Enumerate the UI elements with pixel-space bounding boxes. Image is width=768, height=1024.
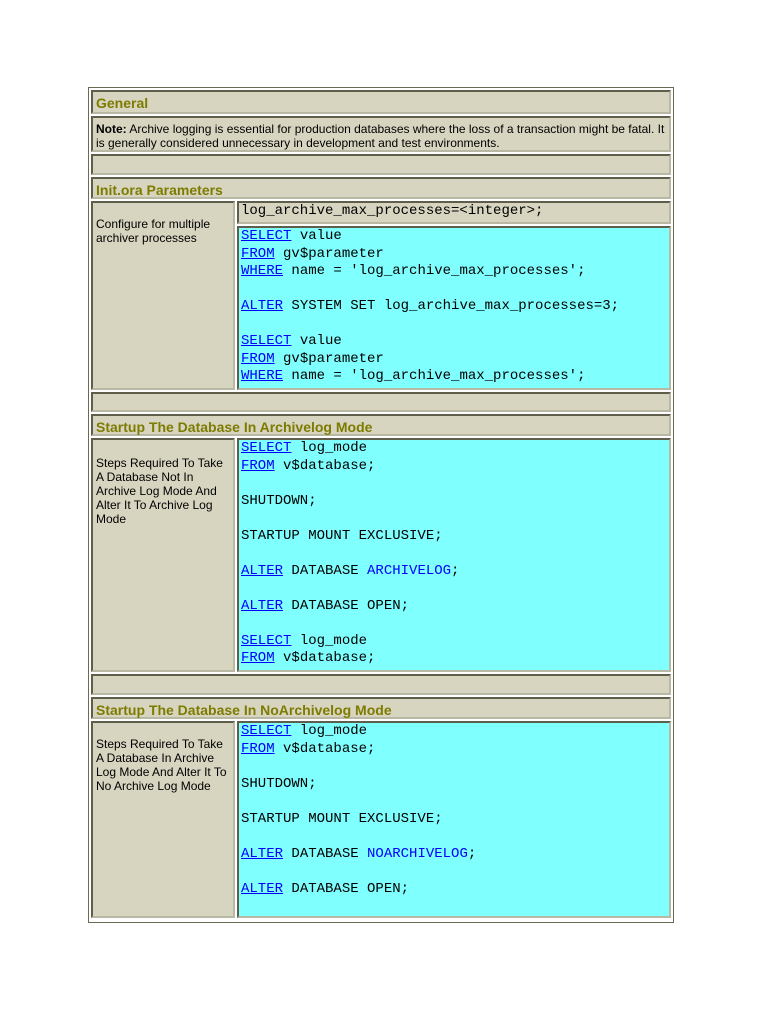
code-text: ; — [451, 562, 460, 579]
code-line — [241, 741, 669, 759]
code-line — [241, 458, 669, 476]
sql-keyword-link[interactable]: FROM — [241, 245, 275, 262]
code-line — [241, 351, 669, 369]
code-line — [241, 263, 669, 281]
code-text: ; — [467, 845, 477, 862]
sql-keyword-link[interactable]: ALTER — [241, 298, 284, 314]
code-text: SHUTDOWN; — [241, 492, 317, 509]
archivelog-description — [91, 438, 235, 672]
sql-keyword-link[interactable]: FROM — [241, 650, 275, 666]
sql-keyword-link[interactable]: SELECT — [241, 632, 292, 649]
noarchivelog-code-block — [237, 721, 671, 918]
code-line — [241, 545, 669, 563]
note-label: Note: — [96, 122, 127, 136]
code-line — [241, 440, 669, 458]
sql-keyword-link[interactable]: SELECT — [241, 440, 292, 456]
code-text: DATABASE OPEN; — [283, 597, 410, 614]
code-line — [241, 758, 669, 776]
code-line — [241, 723, 669, 741]
code-text: STARTUP MOUNT EXCLUSIVE; — [241, 810, 443, 827]
code-line — [241, 528, 669, 546]
note-text: Archive logging is essential for production databases where the loss of a transaction might be fatal. It is generally considered unnecessary in development and test environments. — [96, 122, 665, 150]
code-line — [241, 811, 669, 829]
code-line — [241, 475, 669, 493]
reference-table — [88, 87, 674, 923]
code-line — [241, 493, 669, 511]
sql-mode-keyword: ARCHIVELOG — [367, 562, 452, 579]
code-line — [241, 228, 669, 246]
spacer-row — [91, 674, 671, 695]
code-line — [241, 615, 669, 633]
sql-keyword-link[interactable]: SELECT — [241, 723, 292, 739]
code-line — [241, 828, 669, 846]
code-line — [241, 246, 669, 264]
code-text: log_mode — [291, 632, 368, 649]
code-text: gv$parameter — [274, 245, 384, 262]
archivelog-code-block — [237, 438, 671, 672]
code-text: DATABASE — [283, 845, 368, 862]
code-text: name = 'log_archive_max_processes'; — [283, 263, 586, 279]
sql-keyword-link[interactable]: ALTER — [241, 880, 284, 897]
sql-keyword-link[interactable]: WHERE — [241, 368, 284, 384]
code-line — [241, 846, 669, 864]
spacer-row — [91, 392, 671, 412]
code-line — [241, 563, 669, 581]
general-note — [91, 116, 671, 152]
code-text: gv$parameter — [274, 350, 384, 367]
code-text: log_mode — [291, 440, 368, 456]
code-text: value — [291, 228, 342, 244]
code-line — [241, 881, 669, 899]
code-line — [241, 633, 669, 651]
code-text: STARTUP MOUNT EXCLUSIVE; — [241, 527, 443, 544]
code-line — [241, 863, 669, 881]
code-text: DATABASE OPEN; — [283, 880, 410, 897]
sql-keyword-link[interactable]: FROM — [241, 740, 275, 757]
code-text: SHUTDOWN; — [241, 775, 317, 792]
code-line — [241, 298, 669, 316]
section-header-noarchivelog: Startup The Database In NoArchivelog Mode — [91, 697, 671, 719]
code-line — [241, 281, 669, 299]
code-line — [241, 368, 669, 386]
code-text: name = 'log_archive_max_processes'; — [283, 368, 586, 384]
init-ora-param-line — [237, 201, 671, 224]
code-text: SYSTEM SET log_archive_max_processes=3; — [283, 298, 620, 314]
code-text: v$database; — [274, 457, 376, 474]
section-header-init-ora: Init.ora Parameters — [91, 177, 671, 199]
section-header-archivelog: Startup The Database In Archivelog Mode — [91, 414, 671, 436]
code-text: DATABASE — [283, 562, 368, 579]
sql-keyword-link[interactable]: SELECT — [241, 228, 292, 244]
code-line — [241, 580, 669, 598]
section-header-general: General — [91, 90, 671, 114]
noarchivelog-description — [91, 721, 235, 918]
sql-keyword-link[interactable]: ALTER — [241, 562, 284, 579]
code-text: v$database; — [274, 650, 376, 666]
code-line — [241, 776, 669, 794]
sql-keyword-link[interactable]: WHERE — [241, 263, 284, 279]
code-line — [241, 316, 669, 334]
param-line-text: log_archive_max_processes=<integer>; — [241, 203, 544, 219]
init-ora-code-block — [237, 226, 671, 390]
sql-keyword-link[interactable]: ALTER — [241, 845, 284, 862]
code-text: log_mode — [291, 723, 368, 739]
init-ora-description-text: Configure for multiple archiver processes — [96, 217, 211, 245]
init-ora-description — [91, 201, 235, 390]
code-line — [241, 650, 669, 668]
code-line — [241, 598, 669, 616]
code-line — [241, 510, 669, 528]
code-line — [241, 793, 669, 811]
archivelog-description-text: Steps Required To Take A Database Not In Archive Log Mode And Alter It To Archive Log Mode — [96, 456, 223, 526]
spacer-row — [91, 154, 671, 175]
code-text: value — [291, 333, 342, 349]
code-text: v$database; — [274, 740, 376, 757]
sql-keyword-link[interactable]: FROM — [241, 350, 275, 367]
sql-mode-keyword: NOARCHIVELOG — [367, 845, 468, 862]
noarchivelog-description-text: Steps Required To Take A Database In Archive Log Mode And Alter It To No Archive Log Mode — [96, 737, 227, 793]
sql-keyword-link[interactable]: FROM — [241, 457, 275, 474]
sql-keyword-link[interactable]: SELECT — [241, 333, 292, 349]
sql-keyword-link[interactable]: ALTER — [241, 597, 284, 614]
code-line — [241, 333, 669, 351]
